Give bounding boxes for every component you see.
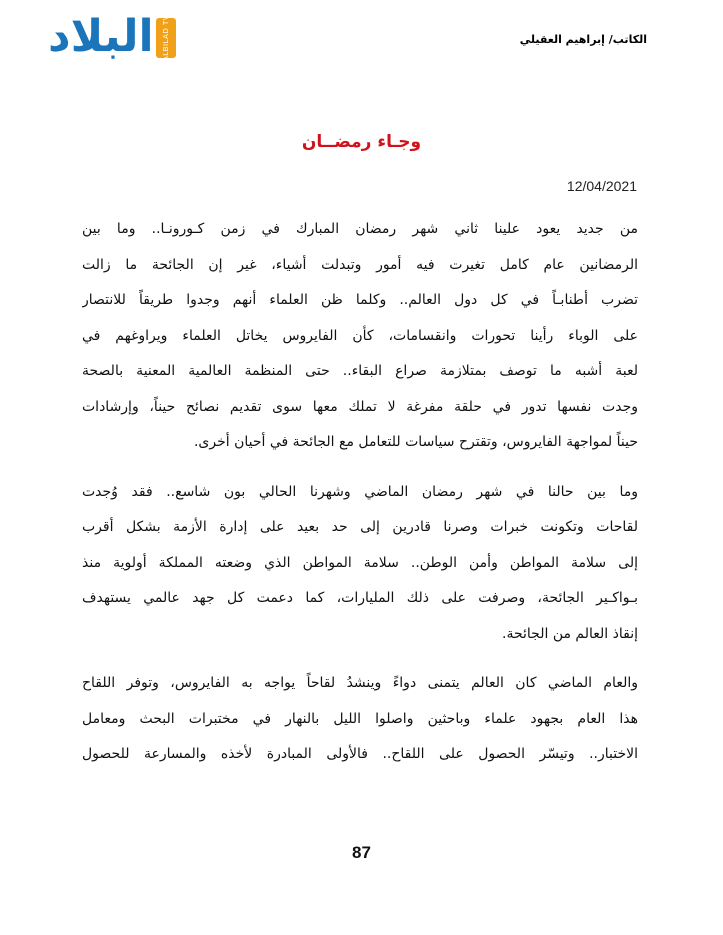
text-line: وما بين حالنا في شهر رمضان الماضي وشهرنا الحالي بون شاسع.. فقد وُجدت xyxy=(82,483,638,500)
page-number: 87 xyxy=(352,843,371,862)
text-line: لعبة أشبه ما توصف بمتلازمة صراع البقاء.. حتى المنظمة العالمية المعنية بالصحة xyxy=(82,363,638,379)
albilad-logo xyxy=(48,11,176,64)
text-line: تضرب أطنابـاً في كل دول العالم.. وكلما ظن العلماء أنهم وجدوا طريقاً للانتصار xyxy=(82,292,638,308)
article-date: 12/04/2021 xyxy=(566,178,637,194)
text-line: إلى سلامة المواطن وأمن الوطن.. سلامة المواطن الذي وضعته المملكة أولوية منذ xyxy=(82,554,638,571)
logo-wordmark: البلاد xyxy=(48,11,154,62)
paragraph-3 xyxy=(82,666,638,773)
text-line: هذا العام بجهود علماء وباحثين واصلوا الليل بالنهار في مختبرات البحث ومعامل xyxy=(82,710,638,727)
article-title: وجـاء رمضــان xyxy=(301,132,422,152)
paragraph-2 xyxy=(82,475,638,653)
text-line: الاختبار.. وتيسّر الحصول على اللقاح.. فالأولى المبادرة لأخذه والمسارعة للحصول xyxy=(82,746,638,762)
text-line: والعام الماضي كان العالم يتمنى دواءً وينشدُ لقاحاً يواجه به الفايروس، وتوفر اللقاح xyxy=(82,675,638,691)
logo-tv-tag-text: ALBILAD TV xyxy=(162,14,170,62)
text-line: وجدت نفسها تدور في حلقة مفرغة لا تملك معها سوى تقديم نصائح حيناً، وإرشادات xyxy=(82,398,638,415)
article-body xyxy=(82,212,638,787)
text-line: الرمضانين عام كامل تغيرت فيه أمور وتبدلت أشياء، غير إن الجائحة ما زالت xyxy=(82,256,638,273)
text-line: من جديد يعود علينا ثاني شهر رمضان المبارك في زمن كـورونـا.. وما بين xyxy=(82,221,638,237)
paragraph-1 xyxy=(82,212,638,461)
logo-tv-tag xyxy=(156,14,176,62)
text-line: إنقاذ العالم من الجائحة. xyxy=(502,625,638,642)
author-name: الكاتب/ إبراهيم العقيلي xyxy=(519,33,647,46)
text-line: على الوباء رأينا تحورات وانقسامات، كأن الفايروس يخاتل العلماء ويراوغهم في xyxy=(82,327,638,344)
text-line: حيناً لمواجهة الفايروس، وتقترح سياسات للتعامل مع الجائحة في أحيان أخرى. xyxy=(193,434,638,450)
text-line: بـواكـير الجائحة، وصرفت على ذلك المليارات، كما دعمت كل جهد عالمي يستهدف xyxy=(82,590,638,606)
text-line: لقاحات وتكونت خبرات وصرنا قادرين إلى حد بعيد على إدارة الأزمة بشكل أقرب xyxy=(82,519,638,535)
